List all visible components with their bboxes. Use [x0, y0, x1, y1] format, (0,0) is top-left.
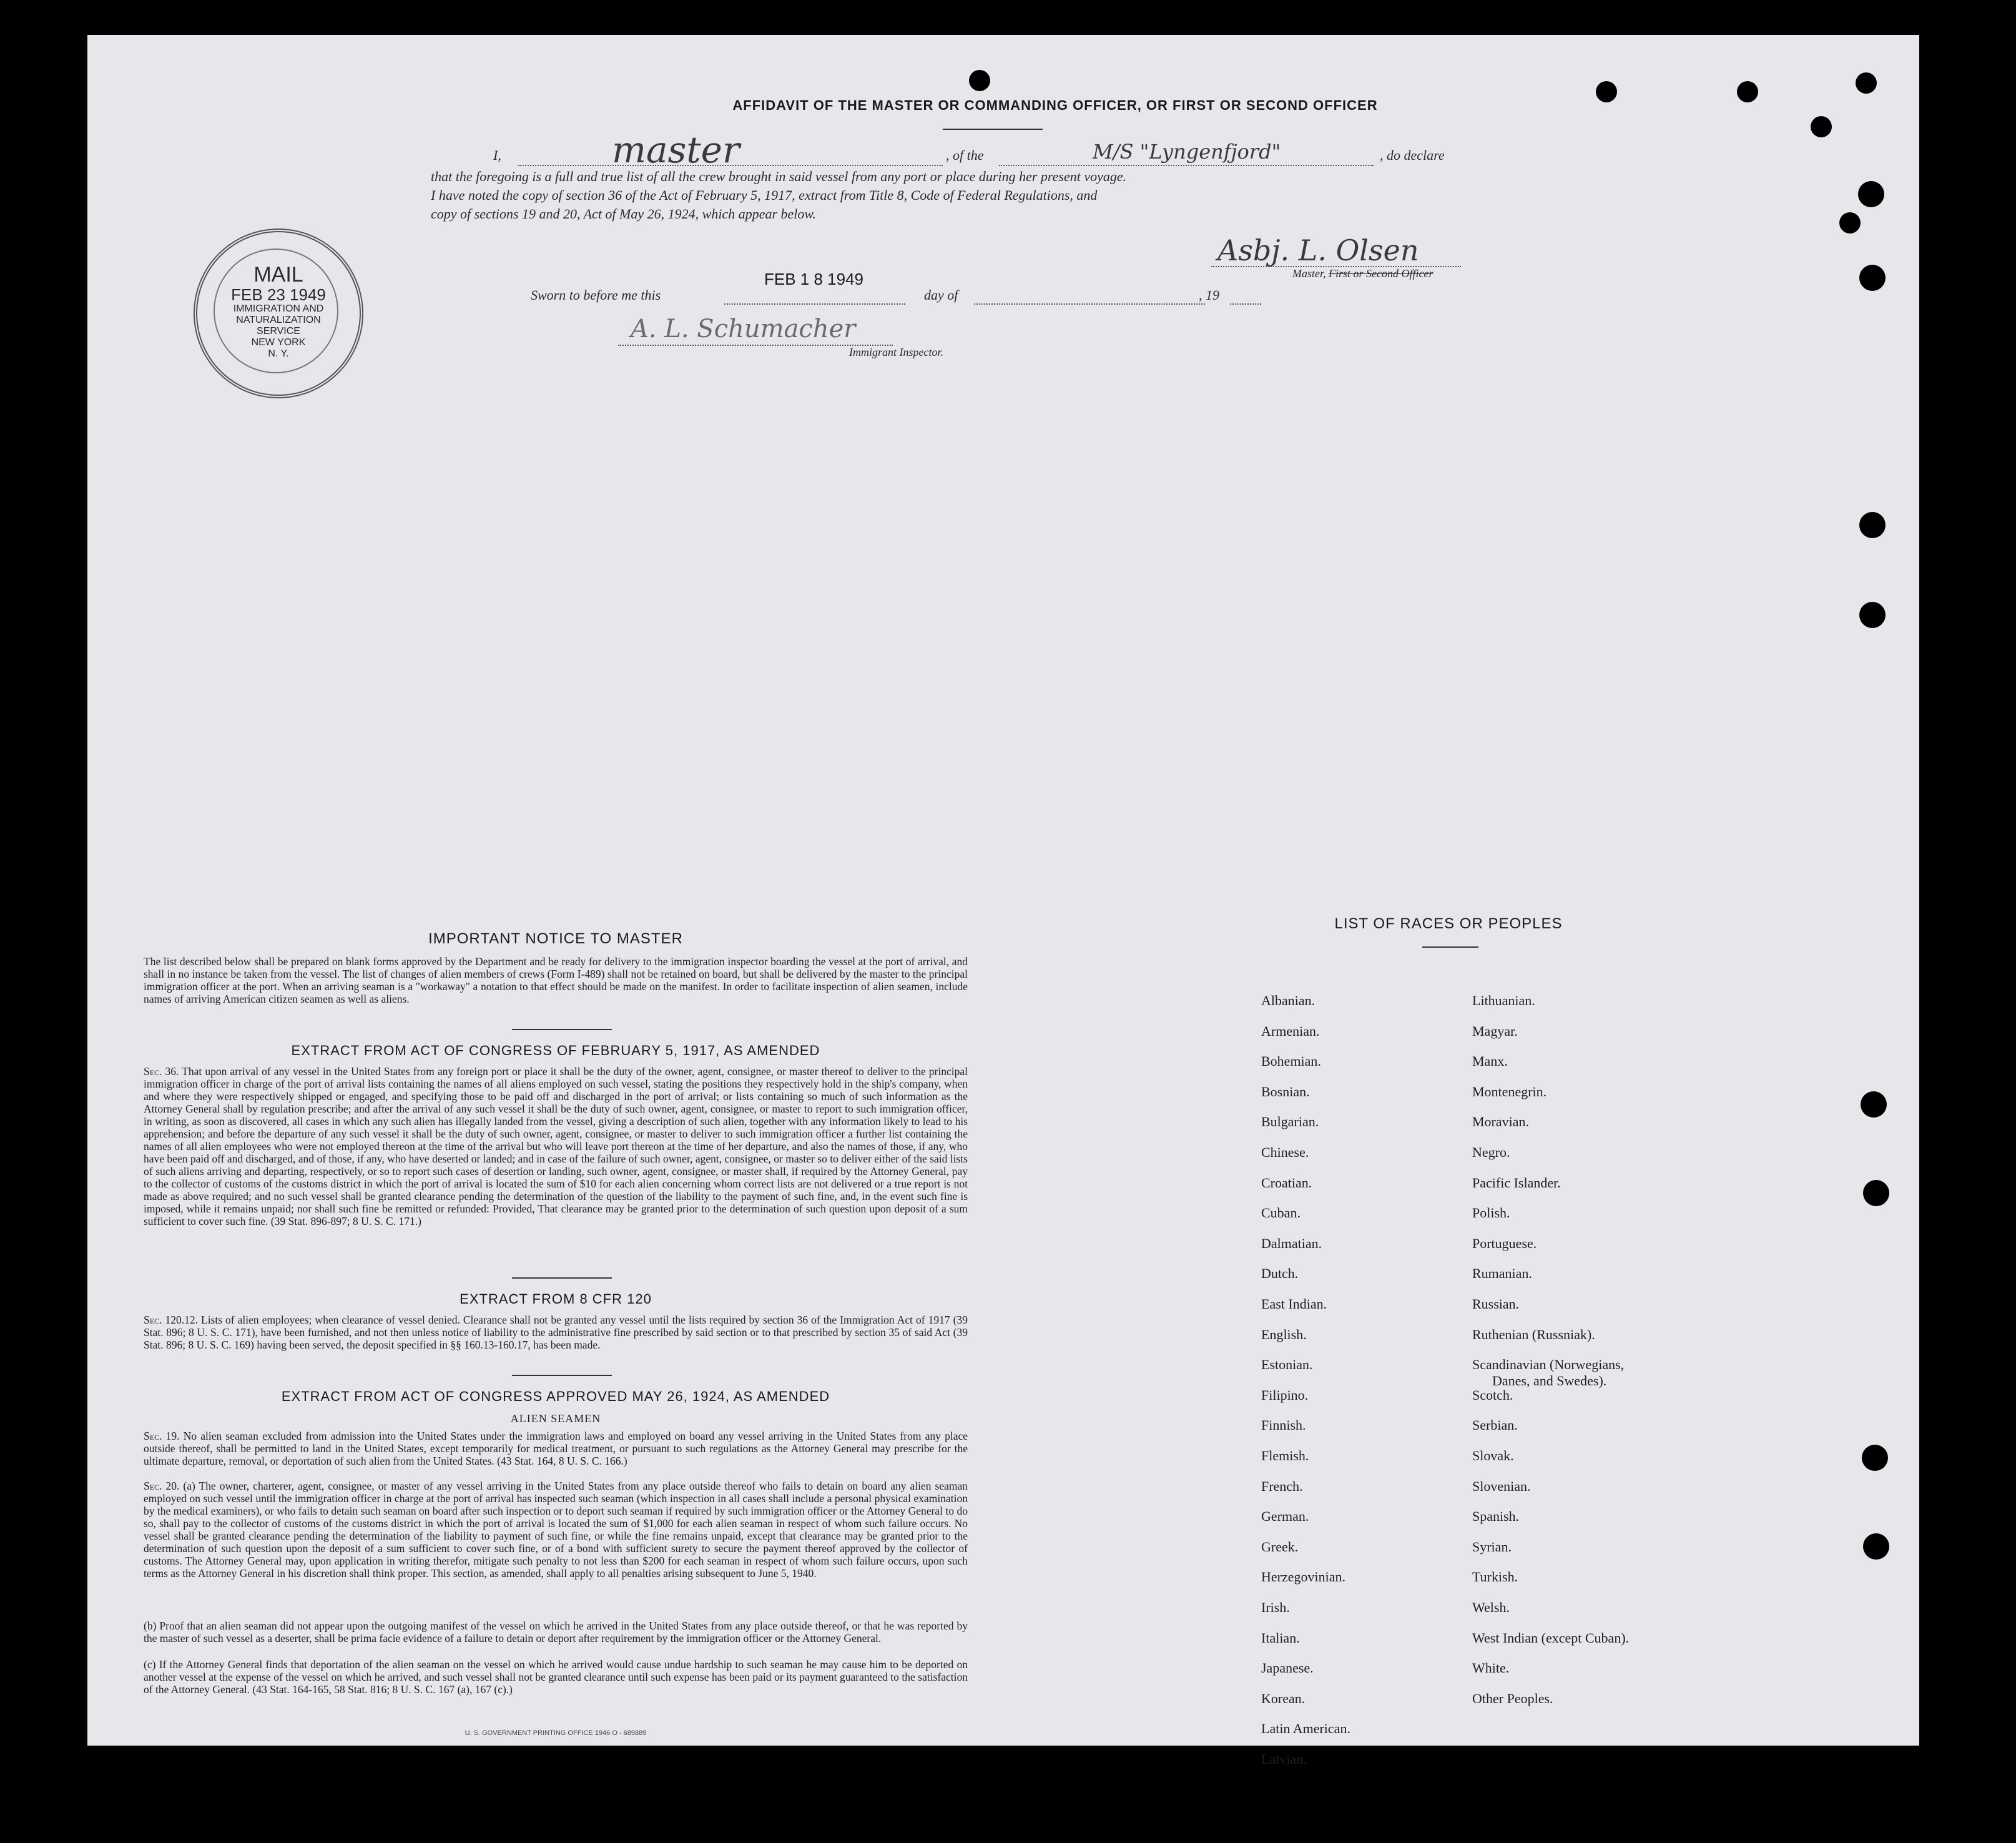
affidavit-line-4: copy of sections 19 and 20, Act of May 26, 1924, which appear below. — [431, 206, 816, 222]
extract-cfr-text: Lists of alien employees; when clearance of vessel denied. Clearance shall not be granted any vessel until the lists required by section 36 of the Immigration Act of 1917 (39 Stat. 896; 8 U. S. C. 171), have been furnished, and not then unless notice of liability to the administrative fine prescribed by said section or to that prescribed by section 35 of said Act (39 Stat. 896; 8 U. S. C. 169) having been served, the deposit specified in §§ 160.13-160.17, has been made. — [144, 1314, 968, 1351]
race-item: Korean. — [1261, 1690, 1305, 1706]
binder-hole — [1863, 1180, 1889, 1206]
inspector-caption: Immigrant Inspector. — [849, 346, 943, 358]
race-item: Moravian. — [1472, 1114, 1530, 1130]
race-item: Latin American. — [1261, 1721, 1350, 1737]
affidavit-do-declare: , do declare — [1380, 147, 1445, 163]
extract-1924-sec19 — [144, 1430, 968, 1467]
race-item: Montenegrin. — [1472, 1083, 1547, 1099]
race-item: Slovenian. — [1472, 1478, 1531, 1494]
vessel-name: M/S "Lyngenfjord" — [1093, 140, 1281, 164]
stamp-mail: MAIL — [253, 263, 303, 287]
officer-caption — [1292, 267, 1433, 280]
printer-imprint: U. S. GOVERNMENT PRINTING OFFICE 1946 O - 689889 — [465, 1729, 647, 1737]
race-item: Other Peoples. — [1472, 1690, 1553, 1706]
race-item: Filipino. — [1261, 1387, 1309, 1403]
race-item: Dutch. — [1261, 1266, 1299, 1282]
notice-title: IMPORTANT NOTICE TO MASTER — [428, 930, 683, 947]
binder-hole — [1858, 181, 1884, 207]
extract-1924-title: EXTRACT FROM ACT OF CONGRESS APPROVED MAY 26, 1924, AS AMENDED — [281, 1388, 830, 1404]
stamp-line-6: NEW YORK — [251, 337, 306, 348]
affidavit-name-handwritten: master — [612, 129, 740, 171]
extract-1917-section: Sec. 36. — [144, 1065, 179, 1078]
notice-rule — [512, 1029, 612, 1030]
officer-caption-struck: First or Second Officer — [1329, 267, 1433, 280]
affidavit-i-label: I, — [493, 147, 501, 163]
race-item: English. — [1261, 1326, 1307, 1342]
race-item: West Indian (except Cuban). — [1472, 1629, 1630, 1646]
races-rule — [1422, 946, 1478, 948]
race-item: Slovak. — [1472, 1448, 1514, 1463]
stamp-line-3: IMMIGRATION AND — [233, 303, 324, 314]
race-item: Polish. — [1472, 1205, 1510, 1221]
extract-1924-sec19-label: Sec. 19. — [144, 1430, 180, 1442]
race-item: Bulgarian. — [1261, 1114, 1319, 1130]
race-item: Negro. — [1472, 1144, 1510, 1160]
extract-cfr-rule — [512, 1375, 612, 1376]
affidavit-line-3: I have noted the copy of section 36 of the Act of February 5, 1917, extract from Title 8, Code of Federal Regulations, and — [431, 187, 1098, 203]
race-item: Chinese. — [1261, 1144, 1309, 1160]
stamp-text — [197, 263, 360, 360]
race-item: Bohemian. — [1261, 1053, 1321, 1069]
extract-1924-sec20c: (c) If the Attorney General finds that deportation of the alien seaman on the vessel on which he arrived would cause undue hardship to such seaman he may cause him to be deported on another vessel at the expense of the vessel on which he arrived, and such vessel shall not be granted clearance until such expense has been paid or its payment guaranteed to the satisfaction of the Attorney General. (43 Stat. 164-165, 58 Stat. 816; 8 U. S. C. 167 (a), 167 (c).) — [144, 1658, 968, 1696]
officer-caption-master: Master, — [1292, 267, 1326, 280]
race-item: German. — [1261, 1508, 1309, 1525]
extract-1924-sec19-text: No alien seaman excluded from admission into the United States under the immigration laws and employed on board any vessel arriving in the United States from any place outside thereof, shall be permitted to land in the United States, except temporarily for medical treatment, or pursuant to such regulations as the Attorney General may prescribe for the ultimate departure, removal, or deportation of such alien from the United States. (43 Stat. 164, 8 U. S. C. 166.) — [144, 1430, 968, 1467]
year-label: , 19 — [1199, 287, 1219, 303]
extract-1917-text: That upon arrival of any vessel in the United States from any foreign port or place it shall be the duty of the owner, agent, consignee, or master thereof to deliver to the principal immigration officer in charge of the port of arrival lists containing the names of all aliens employed on such vessel, stating the positions they respectively hold in the ship's company, when and where they were respectively shipped or engaged, and specifying those to be paid off and discharged in the port of arrival; or lists containing so much of such information as the Attorney General shall by regulation prescribe; and after the arrival of any such vessel it shall be the duty of such owner, agent, consignee, or master to report to such immigration officer, in writing, as soon as discovered, all cases in which any such alien has illegally landed from the vessel, giving a description of such alien, together with any information likely to lead to his apprehension; and before the departure of any such vessel it shall be the duty of such owner, agent, consignee, or master to deliver to such immigration officer a further list containing the names of all alien employees who were not employed thereon at the time of the arrival but who will leave port thereon at the time of her departure, and also the names of those, if any, who have been paid off and discharged, and of those, if any, who have deserted or landed; and in case of the failure of such owner, agent, consignee, or master so to deliver either of the said lists of such aliens arriving and departing, respectively, or so to report such cases of desertion or landing, such owner, agent, consignee, or master shall, if required by the Attorney General, pay to the collector of customs of the customs district in which the port of arrival is located the sum of $10 for each alien concerning whom correct lists are not delivered or a true report is not made as above required; and no such vessel shall be granted clearance pending the determination of the question of the liability to the payment of such fine, and, in the event such fine is imposed, while it remains unpaid; nor shall such fine be remitted or refunded: Provided, That clearance may be granted prior to the determination of such question upon deposit of a sum sufficient to cover such fine. (39 Stat. 896-897; 8 U. S. C. 171.) — [144, 1065, 968, 1227]
race-item: White. — [1472, 1660, 1510, 1676]
binder-hole — [1862, 1445, 1888, 1471]
extract-1917-rule — [512, 1277, 612, 1279]
binder-hole — [1737, 81, 1758, 102]
extract-1924-sec20-label: Sec. 20. — [144, 1480, 180, 1492]
binder-hole — [1839, 212, 1861, 233]
binder-hole — [1859, 512, 1886, 538]
race-item: Turkish. — [1472, 1569, 1518, 1585]
race-item: Flemish. — [1261, 1448, 1309, 1463]
date-line — [724, 303, 905, 305]
binder-hole — [1859, 265, 1886, 291]
stamp-line-7: N. Y. — [268, 348, 289, 359]
race-item: Magyar. — [1472, 1023, 1518, 1039]
race-item: Ruthenian (Russniak). — [1472, 1326, 1595, 1342]
extract-1917-body — [144, 1065, 968, 1227]
extract-1917-title: EXTRACT FROM ACT OF CONGRESS OF FEBRUARY 5, 1917, AS AMENDED — [291, 1043, 820, 1058]
day-of-label: day of — [924, 287, 958, 303]
sworn-label: Sworn to before me this — [531, 287, 661, 303]
binder-hole — [1863, 1533, 1889, 1560]
stamp-date: FEB 23 1949 — [231, 285, 326, 304]
binder-hole — [1596, 81, 1617, 102]
affidavit-title: AFFIDAVIT OF THE MASTER OR COMMANDING OFFICER, OR FIRST OR SECOND OFFICER — [732, 97, 1378, 113]
race-item: Pacific Islander. — [1472, 1174, 1561, 1191]
extract-1924-sec20a-text: (a) The owner, charterer, agent, consignee, or master of any vessel arriving in the United States from any place outside thereof who fails to detain on board any alien seaman employed on such vessel until the immigration officer in charge at the port of arrival has inspected such seaman (which inspection in all cases shall include a personal physical examination by the medical examiners), or who fails to detain such seaman on board after such inspection or to deport such seaman if required by such immigration officer or the Attorney General to do so, shall pay to the collector of customs of the customs district in which the port of arrival is located the sum of $1,000 for each alien seaman in respect of whom such failure occurs. No vessel shall be granted clearance pending the determination of the liability to payment of such fine, or while the fine remains unpaid, except that clearance may be granted prior to the determination of such question upon the deposit of a sum sufficient to cover such fine, or of a bond with sufficient surety to secure the payment thereof approved by the collector of customs. The Attorney General may, upon application in writing therefor, mitigate such penalty to not less than $200 for each seaman in respect of whom such failure occurs, upon such terms as the Attorney General in his discretion shall think proper. This section, as amended, shall apply to all penalties arising subsequent to June 5, 1940. — [144, 1480, 968, 1580]
extract-1924-subtitle: ALIEN SEAMEN — [510, 1412, 601, 1425]
month-line — [974, 303, 1205, 305]
race-item: East Indian. — [1261, 1296, 1327, 1312]
affidavit-of-the: , of the — [946, 147, 984, 163]
race-item: Finnish. — [1261, 1417, 1306, 1433]
race-item: Cuban. — [1261, 1205, 1301, 1221]
binder-hole — [1856, 72, 1877, 94]
extract-cfr-body — [144, 1314, 968, 1351]
year-line — [1230, 303, 1261, 305]
race-item: Irish. — [1261, 1600, 1290, 1615]
affidavit-line-2: that the foregoing is a full and true list of all the crew brought in said vessel from any port or place during her present voyage. — [431, 169, 1127, 184]
race-item: Lithuanian. — [1472, 993, 1535, 1008]
race-item: Japanese. — [1261, 1660, 1314, 1676]
master-signature: Asbj. L. Olsen — [1217, 233, 1419, 267]
binder-hole — [1861, 1091, 1887, 1118]
extract-1924-sec20b: (b) Proof that an alien seaman did not appear upon the outgoing manifest of the vessel on which he arrived in the United States from any place outside thereof, or that he was reported by the master of such vessel as a deserter, shall be prima facie evidence of a failure to detain or deport after requirement by the immigration officer or the Attorney General. — [144, 1619, 968, 1644]
notice-body: The list described below shall be prepared on blank forms approved by the Department and be ready for delivery to the immigration inspector boarding the vessel at the port of arrival, and shall in no instance be taken from the vessel. The list of changes of alien members of crews (Form I-489) shall not be retained on board, but shall be delivered by the master to the principal immigration officer at the port. When an arriving seaman is a "workaway" a notation to that effect should be made on the manifest. In order to facilitate inspection of alien seamen, include names of arriving American citizen seamen as well as aliens. — [144, 955, 968, 1005]
race-item: Scotch. — [1472, 1387, 1513, 1403]
inspector-signature: A. L. Schumacher — [631, 315, 856, 343]
extract-1924-sec20a — [144, 1480, 968, 1580]
race-item: Albanian. — [1261, 993, 1315, 1008]
immigration-postmark-stamp — [194, 229, 363, 398]
extract-cfr-section: Sec. 120.12. — [144, 1314, 198, 1326]
race-item: Latvian. — [1261, 1751, 1307, 1767]
race-item: Herzegovinian. — [1261, 1569, 1345, 1585]
document-page — [87, 35, 1919, 1767]
extract-cfr-title: EXTRACT FROM 8 CFR 120 — [460, 1291, 652, 1307]
vessel-line — [999, 165, 1374, 166]
date-stamp: FEB 1 8 1949 — [764, 270, 863, 288]
race-item: Manx. — [1472, 1053, 1508, 1069]
stamp-line-5: SERVICE — [257, 326, 300, 337]
race-item: Rumanian. — [1472, 1266, 1532, 1282]
race-item: Syrian. — [1472, 1538, 1512, 1555]
race-item: Italian. — [1261, 1629, 1300, 1646]
races-title: LIST OF RACES OR PEOPLES — [1334, 915, 1563, 932]
stamp-line-4: NATURALIZATION — [236, 315, 321, 325]
affidavit-title-rule — [943, 129, 1043, 130]
race-item: Portuguese. — [1472, 1235, 1537, 1251]
binder-hole — [1811, 116, 1832, 137]
race-item: Croatian. — [1261, 1174, 1312, 1191]
binder-hole — [1859, 602, 1886, 628]
race-item: Estonian. — [1261, 1357, 1313, 1373]
race-item: Dalmatian. — [1261, 1235, 1322, 1251]
race-item: Russian. — [1472, 1296, 1520, 1312]
race-item: Greek. — [1261, 1538, 1299, 1555]
name-line — [518, 165, 943, 166]
race-item: Armenian. — [1261, 1023, 1320, 1039]
race-item: Bosnian. — [1261, 1083, 1310, 1099]
binder-hole — [969, 70, 990, 91]
race-item: Danes, and Swedes). — [1492, 1373, 1607, 1389]
race-item: French. — [1261, 1478, 1303, 1494]
race-item: Spanish. — [1472, 1508, 1520, 1525]
race-item: Welsh. — [1472, 1600, 1510, 1615]
race-item: Serbian. — [1472, 1417, 1518, 1433]
race-item: Scandinavian (Norwegians, — [1472, 1357, 1625, 1373]
